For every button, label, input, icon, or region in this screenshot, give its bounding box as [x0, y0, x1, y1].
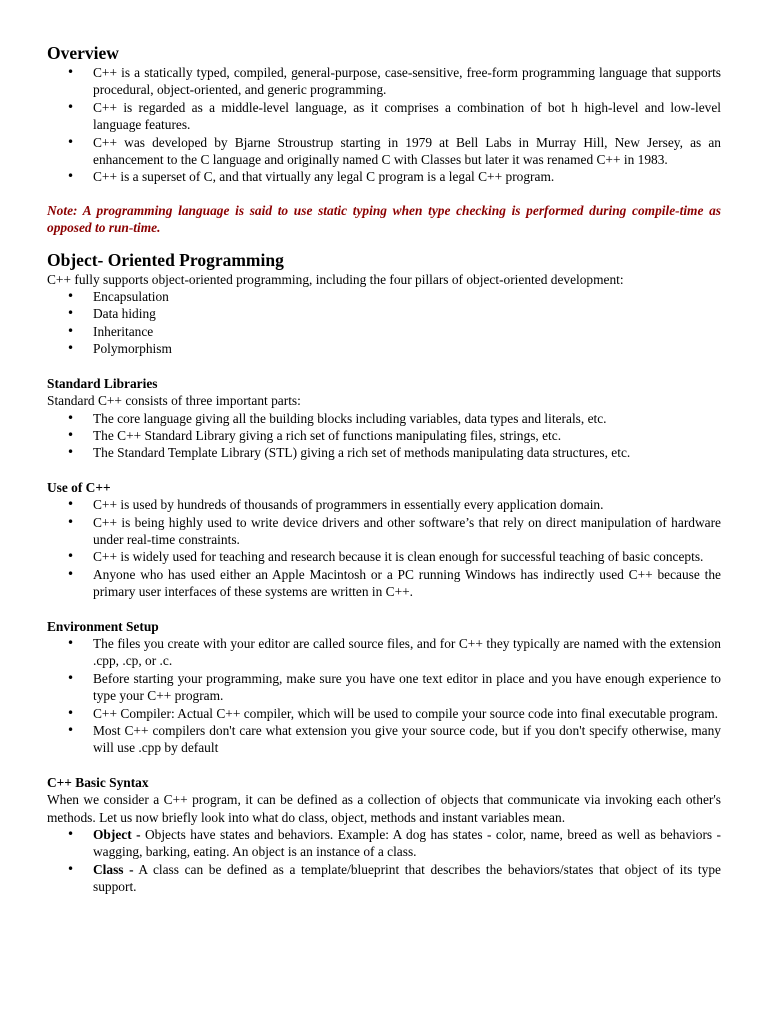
list-item: • C++ Compiler: Actual C++ compiler, which will be used to compile your source code into final executable program. [47, 705, 721, 722]
list-item: • C++ is regarded as a middle-level language, as it comprises a combination of bot h high-level and low-level language features. [47, 99, 721, 134]
list-item: • C++ is widely used for teaching and research because it is clean enough for successful teaching of basic concepts. [47, 548, 721, 565]
document-page [47, 42, 721, 896]
list-item [47, 826, 721, 861]
list-item: • Anyone who has used either an Apple Macintosh or a PC running Windows has indirectly used C++ because the primary user interfaces of these systems are written in C++. [47, 566, 721, 601]
list-item: • Inheritance [47, 323, 721, 340]
list-item: • Most C++ compilers don't care what extension you give your source code, but if you don't specify otherwise, many will use .cpp by default [47, 722, 721, 757]
list-item: • C++ was developed by Bjarne Stroustrup starting in 1979 at Bell Labs in Murray Hill, New Jersey, as an enhancement to the C language and originally named C with Classes but later it was renamed C++ in 1983. [47, 134, 721, 169]
list-item: • C++ is used by hundreds of thousands of programmers in essentially every application domain. [47, 496, 721, 513]
overview-heading: Overview [47, 43, 119, 63]
use-heading: Use of C++ [47, 479, 111, 495]
oop-intro: C++ fully supports object-oriented programming, including the four pillars of object-oriented development: [47, 271, 624, 287]
libraries-list [47, 410, 721, 462]
syntax-list [47, 826, 721, 896]
libraries-heading: Standard Libraries [47, 375, 158, 391]
environment-heading: Environment Setup [47, 618, 159, 634]
list-item: • Polymorphism [47, 340, 721, 357]
list-item: • C++ is being highly used to write device drivers and other software’s that rely on direct manipulation of hardware under real-time constraints. [47, 514, 721, 549]
list-item: • Encapsulation [47, 288, 721, 305]
term-definition: Objects have states and behaviors. Example: A dog has states - color, name, breed as well as behaviors - wagging, barking, eating. An object is an instance of a class. [93, 827, 721, 860]
list-item [47, 861, 721, 896]
oop-list [47, 288, 721, 358]
list-item: • The C++ Standard Library giving a rich set of functions manipulating files, strings, etc. [47, 427, 721, 444]
list-item: • C++ is a superset of C, and that virtually any legal C program is a legal C++ program. [47, 168, 721, 185]
oop-heading: Object- Oriented Programming [47, 249, 284, 270]
term-definition: A class can be defined as a template/blueprint that describes the behaviors/states that object of its type support. [93, 861, 721, 895]
syntax-intro: When we consider a C++ program, it can be defined as a collection of objects that communicate via invoking each other's methods. Let us now briefly look into what do class, object, methods and instant variables mean. [47, 792, 721, 825]
term-label: Class - [93, 861, 134, 877]
list-item: • The core language giving all the building blocks including variables, data types and literals, etc. [47, 410, 721, 427]
list-item: • Data hiding [47, 305, 721, 322]
list-item: • The files you create with your editor are called source files, and for C++ they typically are named with the extension .cpp, .cp, or .c. [47, 635, 721, 670]
list-item: • C++ is a statically typed, compiled, general-purpose, case-sensitive, free-form programming language that supports procedural, object-oriented, and generic programming. [47, 64, 721, 99]
term-label: Object - [93, 827, 141, 843]
libraries-intro: Standard C++ consists of three important parts: [47, 393, 301, 409]
list-item: • The Standard Template Library (STL) giving a rich set of methods manipulating data structures, etc. [47, 444, 721, 461]
static-typing-note: Note: A programming language is said to use static typing when type checking is performed during compile-time as opposed to run-time. [47, 202, 721, 236]
environment-list [47, 635, 721, 757]
use-list [47, 496, 721, 600]
list-item: • Before starting your programming, make sure you have one text editor in place and you have enough experience to type your C++ program. [47, 670, 721, 705]
overview-list [47, 64, 721, 186]
syntax-heading: C++ Basic Syntax [47, 774, 149, 790]
